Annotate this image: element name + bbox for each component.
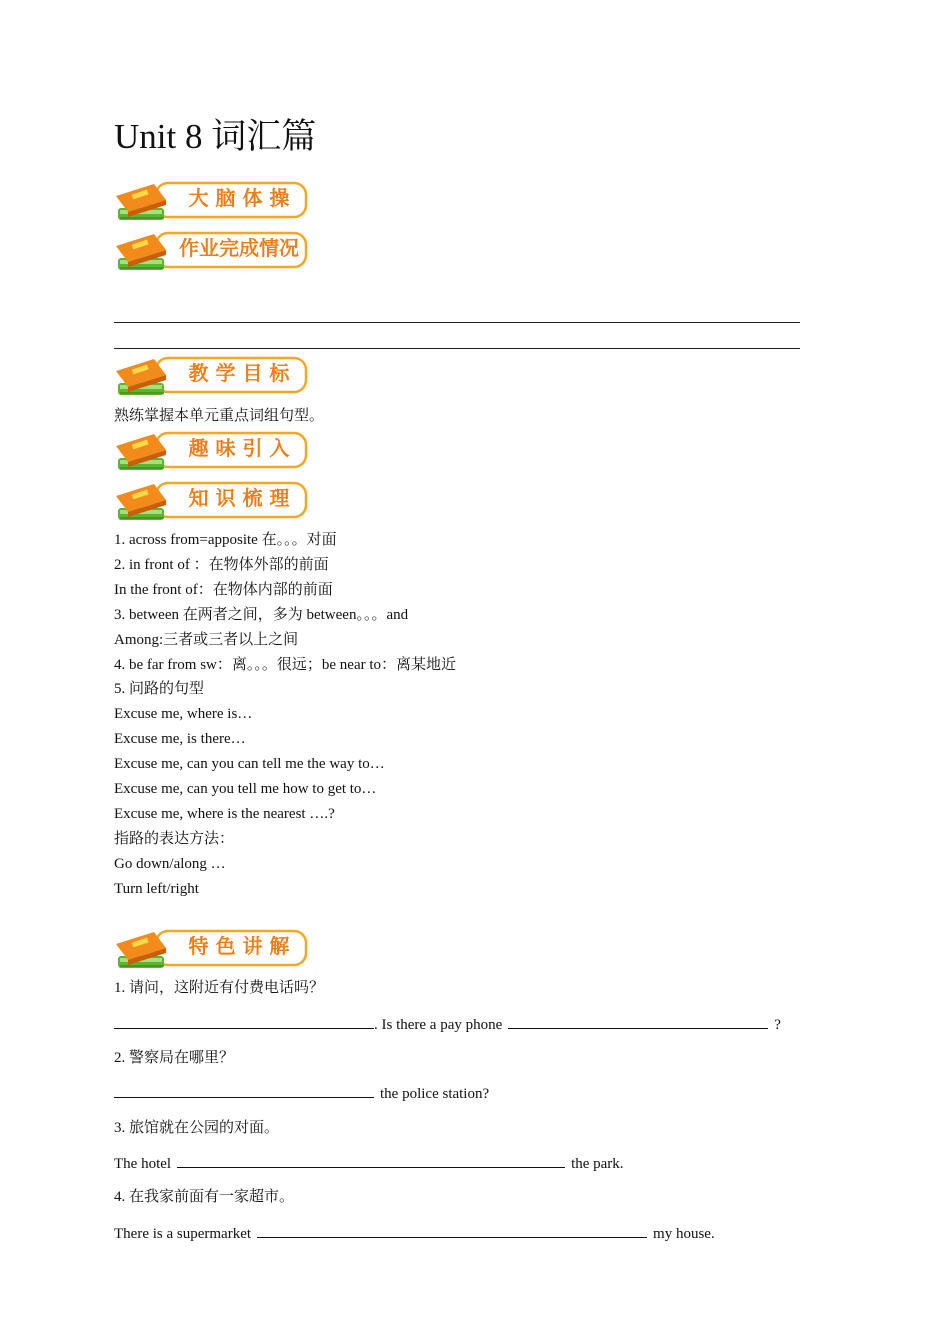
exercise-prompt-3: 3. 旅馆就在公园的对面。 xyxy=(114,1120,280,1136)
answer-text: ? xyxy=(774,1017,781,1033)
answer-text: the park. xyxy=(571,1156,624,1172)
banner-label: 知 识 梳 理 xyxy=(188,486,290,510)
knowledge-line: 5. 问路的句型 xyxy=(114,681,205,697)
answer-text: my house. xyxy=(653,1226,715,1242)
section-banner-teaching-goals xyxy=(114,353,310,399)
knowledge-line: 2. in front of ：在物体外部的前面 xyxy=(114,557,329,573)
knowledge-line: 3. between 在两者之间，多为 between。。。and xyxy=(114,607,409,623)
answer-blank[interactable] xyxy=(177,1153,565,1168)
section-banner-homework xyxy=(114,228,310,274)
exercise-prompt-1: 1. 请问，这附近有付费电话吗？ xyxy=(114,980,325,996)
answer-text: The hotel xyxy=(114,1156,172,1172)
knowledge-line: Turn left/right xyxy=(114,881,199,897)
knowledge-line: Excuse me, can you can tell me the way to… xyxy=(114,756,385,772)
section-banner-brain-exercise xyxy=(114,178,310,224)
banner-label: 作业完成情况 xyxy=(179,236,299,260)
section-banner-knowledge xyxy=(114,478,310,524)
answer-blank[interactable] xyxy=(114,1014,374,1029)
exercise-answer-3 xyxy=(114,1153,624,1174)
knowledge-line: Excuse me, is there… xyxy=(114,731,246,747)
answer-text: . Is there a pay phone xyxy=(374,1017,503,1033)
exercise-prompt-4: 4. 在我家前面有一家超市。 xyxy=(114,1189,295,1205)
banner-label: 特 色 讲 解 xyxy=(188,934,290,958)
banner-label: 教 学 目 标 xyxy=(188,361,290,385)
banner-label: 大 脑 体 操 xyxy=(188,186,290,210)
answer-blank[interactable] xyxy=(508,1014,768,1029)
knowledge-line: Excuse me, where is the nearest ….? xyxy=(114,806,335,822)
answer-text: There is a supermarket xyxy=(114,1226,252,1242)
exercise-answer-4 xyxy=(114,1223,715,1244)
answer-blank[interactable] xyxy=(114,1083,374,1098)
knowledge-line: 1. across from=apposite 在。。。对面 xyxy=(114,532,337,548)
exercise-prompt-2: 2. 警察局在哪里？ xyxy=(114,1050,235,1066)
knowledge-line: Among:三者或三者以上之间 xyxy=(114,632,299,648)
knowledge-line: Excuse me, where is… xyxy=(114,706,253,722)
answer-text: the police station? xyxy=(380,1086,490,1102)
page-title: Unit 8 词汇篇 xyxy=(114,117,317,156)
answer-blank[interactable] xyxy=(257,1223,647,1238)
section-banner-intro xyxy=(114,428,310,474)
knowledge-line: 4. be far from sw：离。。。很远；be near to：离某地近 xyxy=(114,657,457,673)
knowledge-line: Excuse me, can you tell me how to get to… xyxy=(114,781,377,797)
knowledge-line: 指路的表达方法： xyxy=(114,831,235,847)
exercise-answer-2 xyxy=(114,1083,489,1104)
exercise-answer-1 xyxy=(114,1014,781,1035)
knowledge-line: In the front of：在物体内部的前面 xyxy=(114,582,333,598)
answer-line xyxy=(114,348,800,349)
section-banner-explanation xyxy=(114,926,310,972)
knowledge-line: Go down/along … xyxy=(114,856,226,872)
objective-text: 熟练掌握本单元重点词组句型。 xyxy=(114,408,325,424)
banner-label: 趣 味 引 入 xyxy=(188,436,290,460)
answer-line xyxy=(114,322,800,323)
